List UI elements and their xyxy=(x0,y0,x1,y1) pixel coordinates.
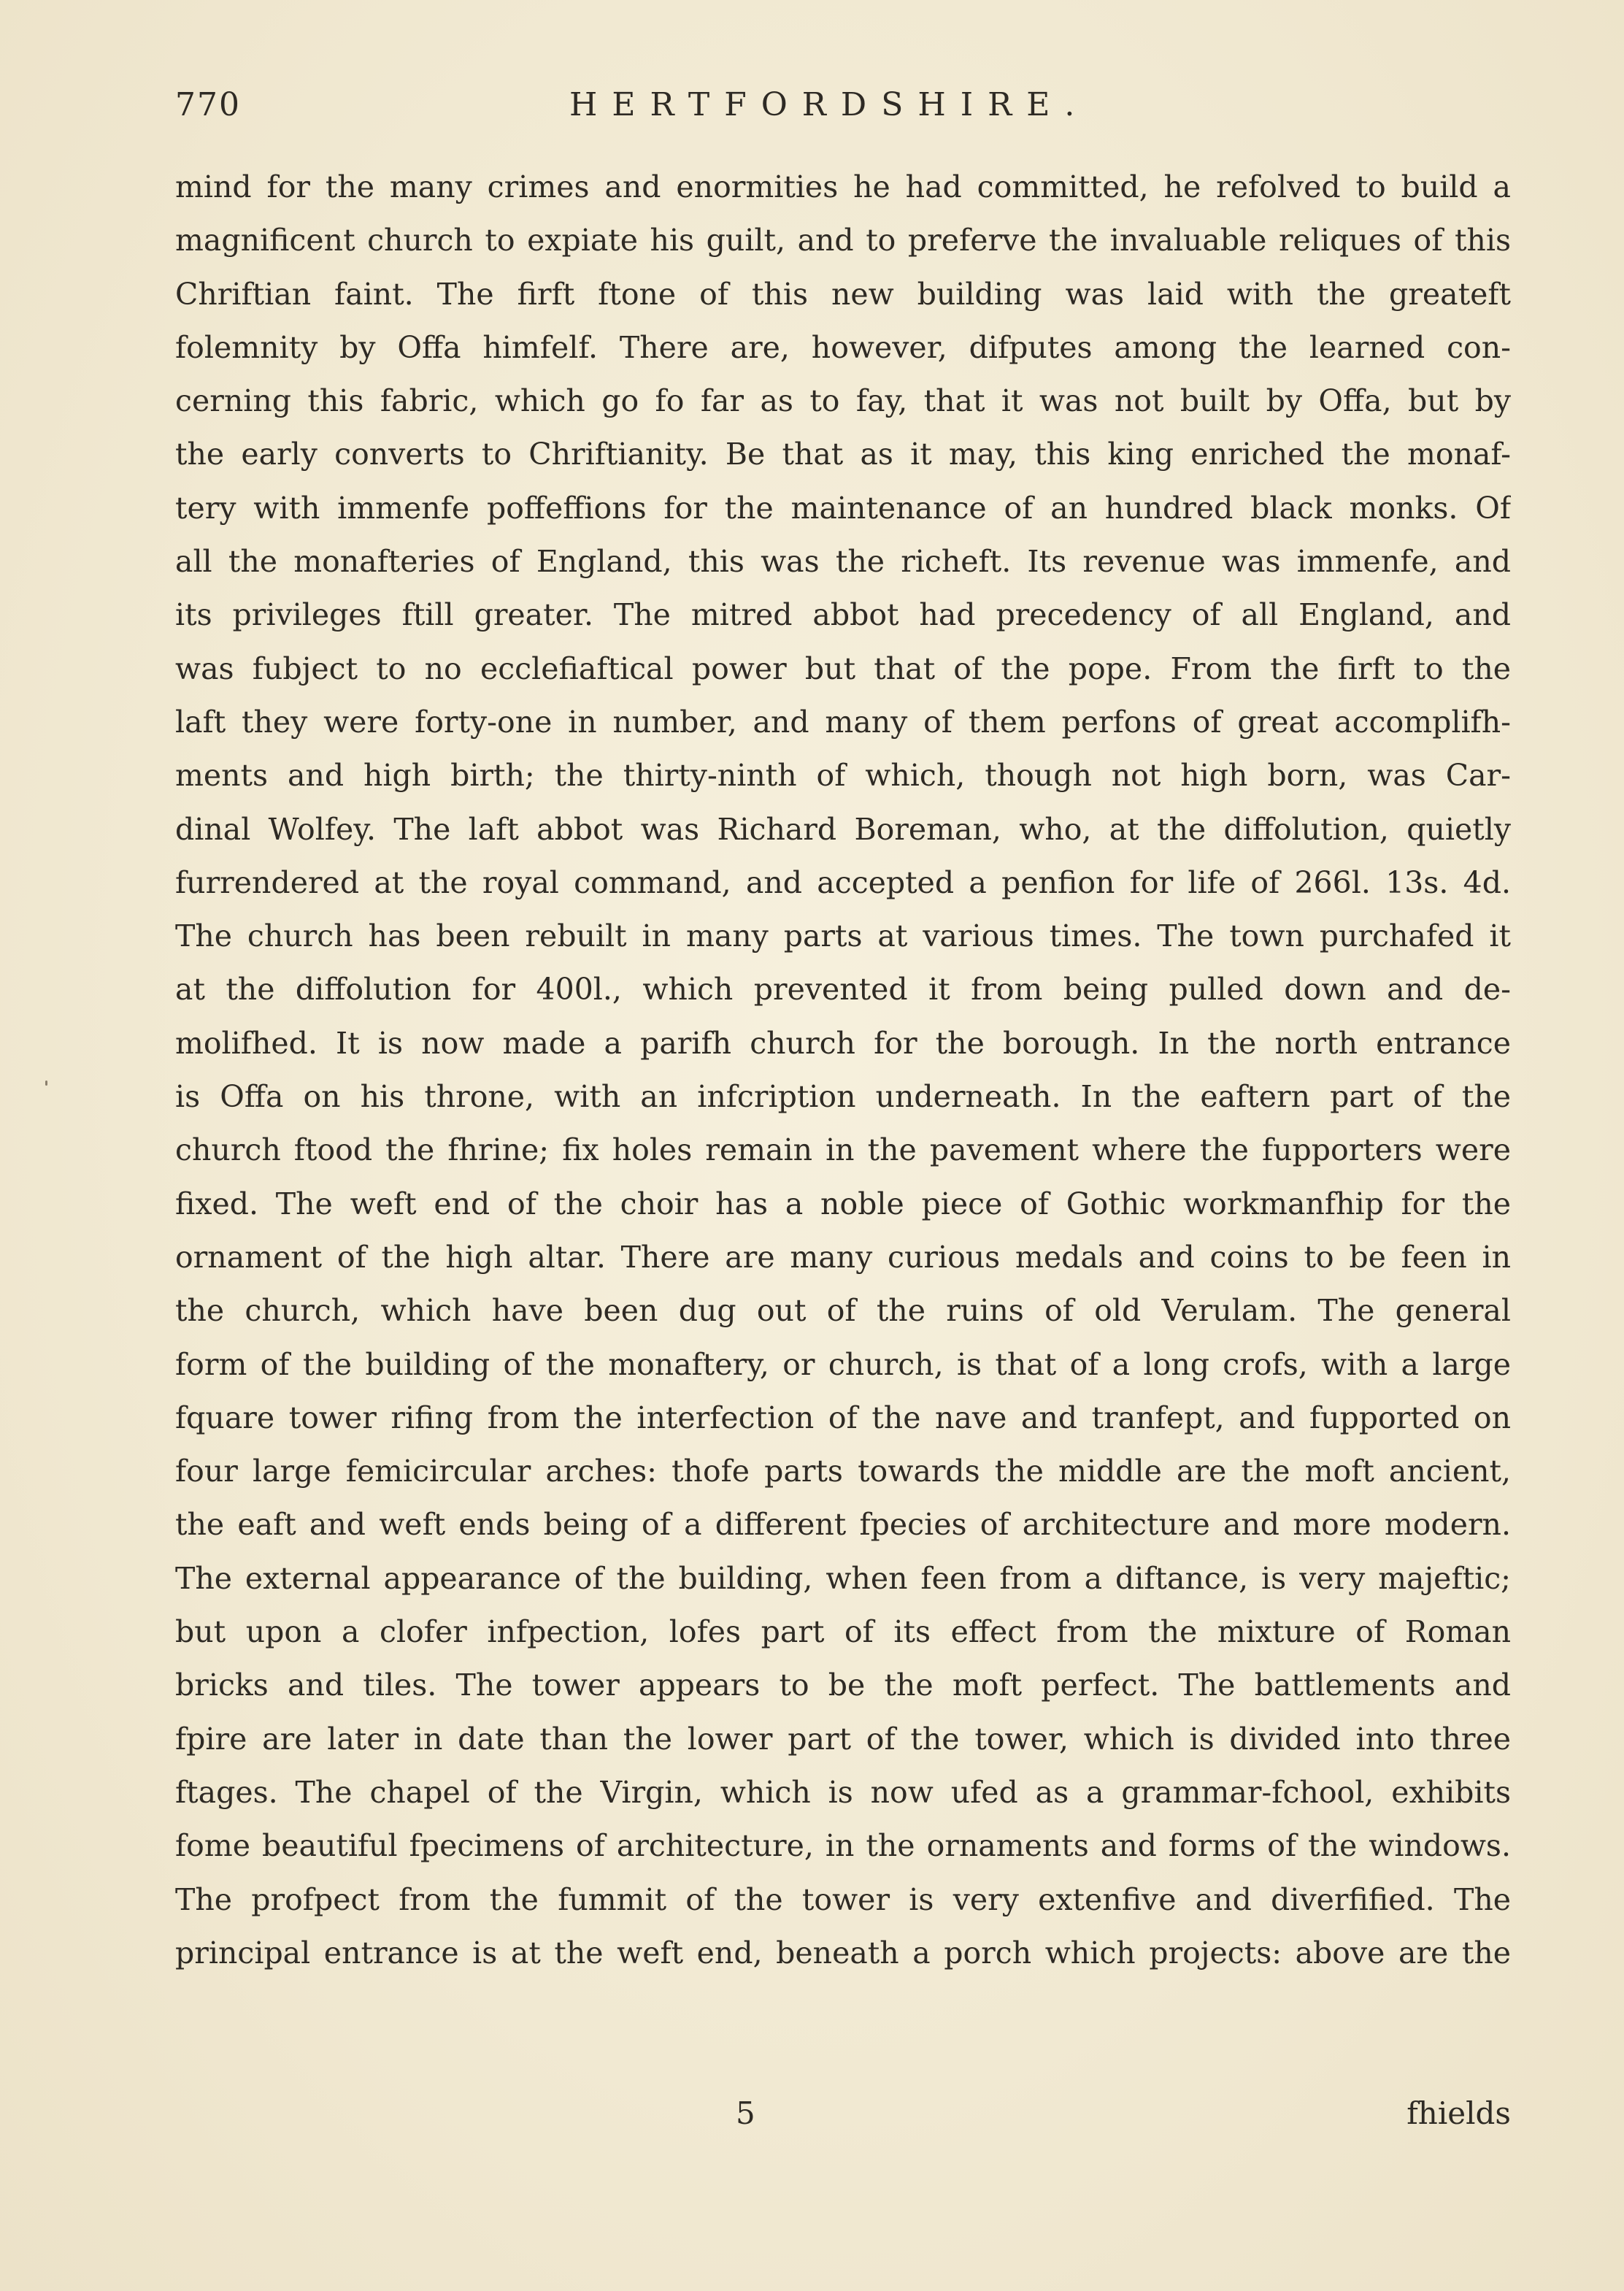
page-footer xyxy=(175,2095,1511,2146)
text-line: form of the building of the monaftery, or church, is that of a long crofs, with a large xyxy=(175,1346,1511,1382)
text-line: the eaft and weft ends being of a different fpecies of architecture and more modern. xyxy=(175,1507,1511,1543)
text-line: tery with immenfe poffeffions for the maintenance of an hundred black monks. Of xyxy=(175,490,1511,526)
text-line: folemnity by Offa himfelf. There are, however, difputes among the learned con- xyxy=(175,329,1511,365)
text-line: fquare tower rifing from the interfection of the nave and tranfept, and fupported on xyxy=(175,1400,1511,1435)
text-line: cerning this fabric, which go fo far as to fay, that it was not built by Offa, but by xyxy=(175,383,1511,419)
text-line: but upon a clofer infpection, lofes part of its effect from the mixture of Roman xyxy=(175,1614,1511,1650)
text-line: fome beautiful fpecimens of architecture, in the ornaments and forms of the windows. xyxy=(175,1828,1511,1864)
page-number: 770 xyxy=(175,86,241,123)
text-line: the early converts to Chriftianity. Be that as it may, this king enriched the monaf- xyxy=(175,437,1511,472)
text-line: principal entrance is at the weft end, beneath a porch which projects: above are the xyxy=(175,1935,1511,1970)
text-line: all the monafteries of England, this was the richeft. Its revenue was immenfe, and xyxy=(175,544,1511,580)
text-line: ments and high birth; the thirty-ninth of which, though not high born, was Car- xyxy=(175,758,1511,794)
text-line: bricks and tiles. The tower appears to be the moft perfect. The battlements and xyxy=(175,1668,1511,1703)
signature-mark: 5 xyxy=(736,2095,755,2131)
text-line: ftages. The chapel of the Virgin, which is now ufed as a grammar-fchool, exhibits xyxy=(175,1774,1511,1810)
text-line: dinal Wolfey. The laft abbot was Richard Boreman, who, at the diffolution, quietly xyxy=(175,811,1511,847)
text-line: laft they were forty-one in number, and many of them perfons of great accomplifh- xyxy=(175,704,1511,740)
catchword: fhields xyxy=(1406,2095,1511,2131)
text-line: at the diffolution for 400l., which prevented it from being pulled down and de- xyxy=(175,972,1511,1008)
running-title: HERTFORDSHIRE. xyxy=(569,86,1090,123)
paper-speck xyxy=(45,1081,47,1086)
text-line: magnificent church to expiate his guilt, and to preferve the invaluable reliques of this xyxy=(175,223,1511,258)
text-line: furrendered at the royal command, and accepted a penfion for life of 266l. 13s. 4d. xyxy=(175,864,1511,900)
text-line: four large femicircular arches: thofe parts towards the middle are the moft ancient, xyxy=(175,1454,1511,1489)
text-line: The profpect from the fummit of the tower is very extenfive and diverfified. The xyxy=(175,1881,1511,1917)
text-line: fixed. The weft end of the choir has a noble piece of Gothic workmanfhip for the xyxy=(175,1186,1511,1221)
body-text xyxy=(175,161,1511,1980)
text-line: church ftood the fhrine; fix holes remain in the pavement where the fupporters were xyxy=(175,1132,1511,1168)
text-line: the church, which have been dug out of the ruins of old Verulam. The general xyxy=(175,1293,1511,1329)
text-line: Chriftian faint. The firft ftone of this new building was laid with the greateft xyxy=(175,276,1511,312)
text-line: The church has been rebuilt in many parts at various times. The town purchafed it xyxy=(175,918,1511,954)
text-line: The external appearance of the building, when feen from a diftance, is very majeftic; xyxy=(175,1560,1511,1596)
text-line: mind for the many crimes and enormities he had committed, he refolved to build a xyxy=(175,169,1511,204)
text-line: fpire are later in date than the lower part of the tower, which is divided into three xyxy=(175,1721,1511,1757)
text-line: molifhed. It is now made a parifh church for the borough. In the north entrance xyxy=(175,1025,1511,1061)
page-header xyxy=(175,86,1511,137)
text-line: ornament of the high altar. There are many curious medals and coins to be feen in xyxy=(175,1239,1511,1275)
text-line: was fubject to no ecclefiaftical power but that of the pope. From the firft to the xyxy=(175,651,1511,686)
text-line: its privileges ftill greater. The mitred abbot had precedency of all England, and xyxy=(175,597,1511,633)
text-line: is Offa on his throne, with an infcription underneath. In the eaftern part of the xyxy=(175,1079,1511,1115)
